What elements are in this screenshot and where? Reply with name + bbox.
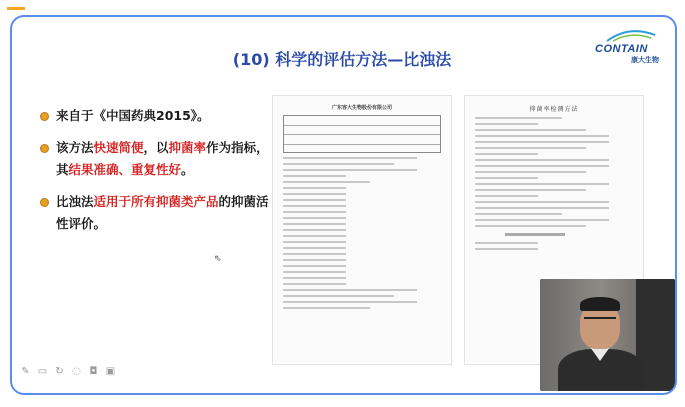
- chat-icon[interactable]: ▭: [37, 366, 48, 377]
- bullet-dot-icon: [40, 144, 49, 153]
- presentation-slide: [10, 15, 677, 395]
- document-image-left: [272, 95, 452, 365]
- document-table: [283, 115, 441, 153]
- pen-icon[interactable]: ✎: [21, 366, 30, 377]
- mouse-cursor-icon: ⇖: [214, 254, 222, 264]
- logo-mark-icon: [593, 29, 665, 43]
- mic-icon[interactable]: ◌: [72, 366, 81, 377]
- bullet-text: 比浊法: [56, 194, 94, 209]
- bullet-text: 。: [181, 162, 194, 177]
- refresh-icon[interactable]: ↻: [55, 366, 64, 377]
- bullet-text: 作为指标，其: [56, 140, 269, 177]
- annotation-toolbar: [20, 366, 116, 378]
- bullet-highlight: 快速简便: [93, 140, 144, 155]
- bullet-text: 的抑菌活性评价。: [56, 194, 269, 231]
- bullet-text: 来自于《中国药典2015》。: [56, 108, 210, 123]
- speaker-video[interactable]: [540, 279, 675, 391]
- slide-title: (10) 科学的评估方法—比浊法: [232, 50, 452, 69]
- logo-subtext: 康大生物: [631, 56, 659, 64]
- bullet-list: [40, 105, 270, 245]
- screen-icon[interactable]: ▣: [105, 366, 116, 377]
- bullet-item: [40, 191, 270, 235]
- camera-icon[interactable]: ◘: [89, 366, 98, 377]
- company-logo: [593, 29, 665, 63]
- bullet-dot-icon: [40, 112, 49, 121]
- document-body: [475, 117, 633, 227]
- bullet-dot-icon: [40, 198, 49, 207]
- document-body: [283, 157, 441, 309]
- bullet-item: [40, 105, 270, 127]
- document-title: 抑菌率检测方法: [529, 106, 579, 113]
- bullet-text: ，以: [143, 140, 169, 155]
- bullet-highlight: 结果准确、重复性好: [68, 162, 182, 177]
- logo-text: CONTAIN: [595, 43, 648, 55]
- document-formula: [505, 233, 565, 236]
- bullet-item: [40, 137, 270, 181]
- bullet-highlight: 抑菌率: [168, 140, 207, 155]
- bullet-highlight: 适用于所有抑菌类产品: [93, 194, 219, 209]
- accent-marker: [7, 7, 25, 10]
- bullet-text: 该方法: [56, 140, 94, 155]
- document-header: 广东容大生物股份有限公司: [331, 105, 392, 111]
